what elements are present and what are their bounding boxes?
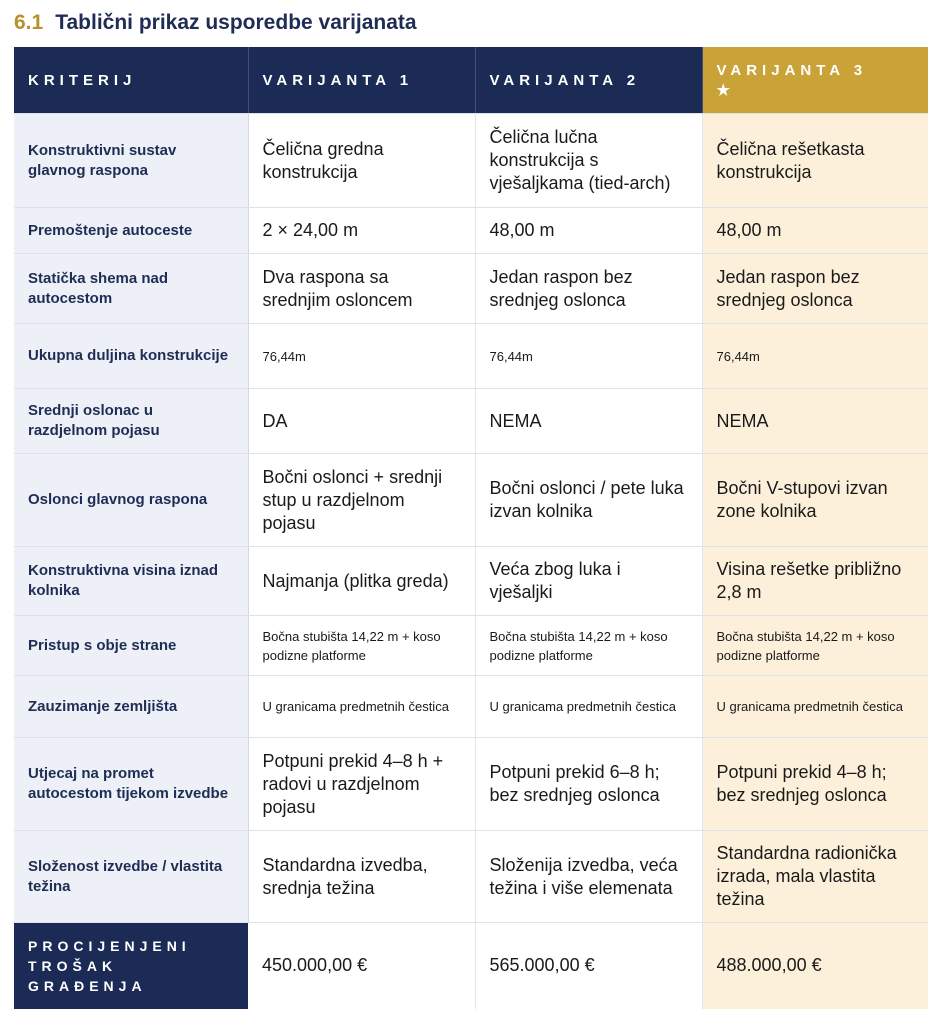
cell-variant-3: NEMA xyxy=(702,389,928,454)
cell-variant-3: Standardna radionička izrada, mala vlastita težina xyxy=(702,831,928,923)
section-title: Tablični prikaz usporedbe varijanata xyxy=(55,11,417,34)
row-criterion: Premoštenje autoceste xyxy=(14,208,248,254)
cell-variant-2: Veća zbog luka i vješaljki xyxy=(475,547,702,616)
table-row xyxy=(14,547,928,616)
cell-variant-2: Potpuni prekid 6–8 h; bez srednjeg oslonca xyxy=(475,738,702,831)
row-criterion: Oslonci glavnog raspona xyxy=(14,454,248,547)
cell-variant-3: 76,44m xyxy=(702,324,928,389)
header-row xyxy=(14,47,928,114)
cell-variant-1: Najmanja (plitka greda) xyxy=(248,547,475,616)
cell-variant-1: Dva raspona sa srednjim osloncem xyxy=(248,254,475,324)
table-row xyxy=(14,676,928,738)
section-number: 6.1 xyxy=(14,11,44,34)
cell-variant-2: NEMA xyxy=(475,389,702,454)
total-cost-variant-1: 450.000,00 € xyxy=(248,923,475,1009)
cell-variant-1: 76,44m xyxy=(248,324,475,389)
cell-variant-3: 48,00 m xyxy=(702,208,928,254)
table-row xyxy=(14,831,928,923)
table-row xyxy=(14,454,928,547)
cell-variant-2: 48,00 m xyxy=(475,208,702,254)
table-row xyxy=(14,389,928,454)
row-criterion: Konstruktivna visina iznad kolnika xyxy=(14,547,248,616)
cell-variant-2: Čelična lučna konstrukcija s vješaljkama (tied-arch) xyxy=(475,114,702,208)
cell-variant-1: Čelična gredna konstrukcija xyxy=(248,114,475,208)
row-criterion: Zauzimanje zemljišta xyxy=(14,676,248,738)
comparison-table xyxy=(14,47,928,1009)
header-variant-1: VARIJANTA 1 xyxy=(248,47,475,114)
table-row xyxy=(14,324,928,389)
table-row xyxy=(14,616,928,676)
row-criterion: Srednji oslonac u razdjelnom pojasu xyxy=(14,389,248,454)
cell-variant-1: U granicama predmetnih čestica xyxy=(248,676,475,738)
cell-variant-3: Jedan raspon bez srednjeg oslonca xyxy=(702,254,928,324)
cell-variant-3: Bočni V-stupovi izvan zone kolnika xyxy=(702,454,928,547)
table-row xyxy=(14,114,928,208)
cell-variant-2: Složenija izvedba, veća težina i više elemenata xyxy=(475,831,702,923)
header-variant-2: VARIJANTA 2 xyxy=(475,47,702,114)
table-row xyxy=(14,254,928,324)
section-heading xyxy=(14,8,417,38)
cell-variant-3: Bočna stubišta 14,22 m + koso podizne platforme xyxy=(702,616,928,676)
cell-variant-2: 76,44m xyxy=(475,324,702,389)
row-criterion: Statička shema nad autocestom xyxy=(14,254,248,324)
cell-variant-2: Bočna stubišta 14,22 m + koso podizne platforme xyxy=(475,616,702,676)
cell-variant-3: Čelična rešetkasta konstrukcija xyxy=(702,114,928,208)
row-criterion: Konstruktivni sustav glavnog raspona xyxy=(14,114,248,208)
total-cost-row xyxy=(14,923,928,1009)
cell-variant-2: Jedan raspon bez srednjeg oslonca xyxy=(475,254,702,324)
total-cost-variant-2: 565.000,00 € xyxy=(475,923,702,1009)
row-criterion: Ukupna duljina konstrukcije xyxy=(14,324,248,389)
cell-variant-3: U granicama predmetnih čestica xyxy=(702,676,928,738)
cell-variant-1: Standardna izvedba, srednja težina xyxy=(248,831,475,923)
table-row xyxy=(14,208,928,254)
row-criterion: Pristup s obje strane xyxy=(14,616,248,676)
header-criterion: KRITERIJ xyxy=(14,47,248,114)
table-row xyxy=(14,738,928,831)
cell-variant-3: Visina rešetke približno 2,8 m xyxy=(702,547,928,616)
cell-variant-1: Bočni oslonci + srednji stup u razdjelnom pojasu xyxy=(248,454,475,547)
cell-variant-1: Bočna stubišta 14,22 m + koso podizne platforme xyxy=(248,616,475,676)
cell-variant-1: 2 × 24,00 m xyxy=(248,208,475,254)
total-cost-variant-3: 488.000,00 € xyxy=(702,923,928,1009)
cell-variant-1: DA xyxy=(248,389,475,454)
cell-variant-3: Potpuni prekid 4–8 h; bez srednjeg oslonca xyxy=(702,738,928,831)
cell-variant-2: U granicama predmetnih čestica xyxy=(475,676,702,738)
row-criterion: Utjecaj na promet autocestom tijekom izvedbe xyxy=(14,738,248,831)
header-variant-3-label: VARIJANTA 3 xyxy=(716,61,868,79)
star-icon: ★ xyxy=(716,81,730,99)
cell-variant-1: Potpuni prekid 4–8 h + radovi u razdjelnom pojasu xyxy=(248,738,475,831)
total-cost-label: PROCIJENJENI TROŠAK GRAĐENJA xyxy=(14,923,248,1009)
header-variant-3 xyxy=(702,47,928,114)
row-criterion: Složenost izvedbe / vlastita težina xyxy=(14,831,248,923)
cell-variant-2: Bočni oslonci / pete luka izvan kolnika xyxy=(475,454,702,547)
